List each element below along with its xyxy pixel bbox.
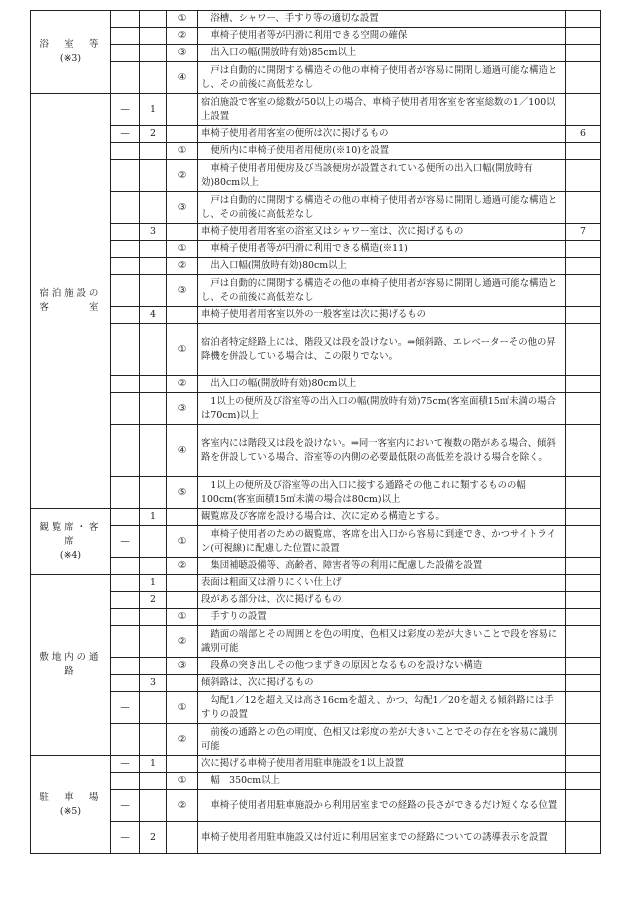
item-number <box>140 376 167 393</box>
sub-item-number: ③ <box>167 45 198 62</box>
sub-item-number: ① <box>167 773 198 790</box>
requirement-text: 戸は自動的に開閉する構造その他の車椅子使用者が容易に開閉し通過可能な構造とし、その前後に高低差なし <box>198 62 566 94</box>
sub-item-number: ② <box>167 160 198 192</box>
table-row <box>31 526 601 558</box>
item-number: 3 <box>140 675 167 692</box>
category-cell <box>31 11 111 94</box>
category-note: (※4) <box>59 549 82 561</box>
item-number <box>140 526 167 558</box>
requirement-text: 1以上の便所及び浴室等の出入口に接する通路その他これに類するものの幅100cm(客室面積15㎡未満の場合は80cm)以上 <box>198 477 566 509</box>
sub-item-number <box>167 307 198 324</box>
table-row <box>31 28 601 45</box>
sub-item-number: ② <box>167 724 198 756</box>
dash-cell <box>111 477 140 509</box>
requirement-text: 車椅子使用者用便房及び当該便房が設置されている便所の出入口幅(開放時有効)80cm以上 <box>198 160 566 192</box>
dash-cell <box>111 724 140 756</box>
item-number <box>140 45 167 62</box>
requirement-text: 表面は粗面又は滑りにくい仕上げ <box>198 575 566 592</box>
dash-cell <box>111 241 140 258</box>
category-note: (※3) <box>59 53 82 64</box>
reference-cell <box>566 509 601 526</box>
requirement-text: 宿泊者特定経路上には、階段又は段を設けない。⇒傾斜路、エレベーターその他の昇降機を併設している場合は、この限りでない。 <box>198 324 566 376</box>
item-number <box>140 28 167 45</box>
dash-cell <box>111 45 140 62</box>
requirement-text: 宿泊施設で客室の総数が50以上の場合、車椅子使用者用客室を客室総数の1／100以上設置 <box>198 94 566 126</box>
requirement-text: 前後の通路との色の明度、色相又は彩度の差が大きいことでその存在を容易に識別可能 <box>198 724 566 756</box>
sub-item-number: ④ <box>167 425 198 477</box>
reference-cell <box>566 143 601 160</box>
reference-cell <box>566 425 601 477</box>
item-number: 1 <box>140 509 167 526</box>
sub-item-number: ③ <box>167 192 198 224</box>
dash-cell <box>111 773 140 790</box>
sub-item-number: ② <box>167 790 198 822</box>
item-number: 2 <box>140 126 167 143</box>
table-row <box>31 307 601 324</box>
item-number <box>140 143 167 160</box>
table-row <box>31 94 601 126</box>
reference-cell <box>566 192 601 224</box>
table-row <box>31 425 601 477</box>
sub-item-number: ③ <box>167 393 198 425</box>
reference-cell <box>566 773 601 790</box>
dash-cell <box>111 675 140 692</box>
sub-item-number: ② <box>167 626 198 658</box>
table-row <box>31 241 601 258</box>
reference-cell <box>566 592 601 609</box>
reference-cell <box>566 575 601 592</box>
requirement-text: 出入口の幅(開放時有効)80cm以上 <box>198 376 566 393</box>
requirement-text: 手すりの設置 <box>198 609 566 626</box>
dash-cell: — <box>111 692 140 724</box>
item-number: 1 <box>140 575 167 592</box>
reference-cell <box>566 376 601 393</box>
sub-item-number: ③ <box>167 275 198 307</box>
reference-cell: 6 <box>566 126 601 143</box>
category-cell <box>31 756 111 854</box>
sub-item-number: ① <box>167 324 198 376</box>
table-row <box>31 626 601 658</box>
sub-item-number <box>167 509 198 526</box>
sub-item-number <box>167 675 198 692</box>
item-number <box>140 192 167 224</box>
reference-cell <box>566 626 601 658</box>
category-label: 駐 車 場 <box>39 791 102 803</box>
requirement-text: 車椅子使用者用駐車施設又は付近に利用居室までの経路についての誘導表示を設置 <box>198 822 566 854</box>
reference-cell <box>566 11 601 28</box>
category-cell <box>31 94 111 509</box>
sub-item-number: ③ <box>167 658 198 675</box>
dash-cell <box>111 626 140 658</box>
dash-cell <box>111 307 140 324</box>
requirement-text: 勾配1／12を超え又は高さ16cmを超え、かつ、勾配1／20を超える傾斜路には手すりの設置 <box>198 692 566 724</box>
reference-cell <box>566 258 601 275</box>
reference-cell <box>566 756 601 773</box>
table-row <box>31 143 601 160</box>
dash-cell <box>111 62 140 94</box>
requirement-text: 集団補聴設備等、高齢者、障害者等の利用に配慮した設備を設置 <box>198 558 566 575</box>
requirement-text: 幅 350cm以上 <box>198 773 566 790</box>
requirement-text: 出入口幅(開放時有効)80cm以上 <box>198 258 566 275</box>
sub-item-number: ① <box>167 143 198 160</box>
item-number <box>140 724 167 756</box>
item-number: 2 <box>140 822 167 854</box>
sub-item-number <box>167 592 198 609</box>
reference-cell <box>566 28 601 45</box>
category-label: 敷地内の通路 <box>39 652 102 677</box>
category-label: 観覧席・客席 <box>39 521 102 547</box>
requirement-text: 戸は自動的に開閉する構造その他の車椅子使用者が容易に開閉し通過可能な構造とし、その前後に高低差なし <box>198 275 566 307</box>
item-number <box>140 477 167 509</box>
item-number <box>140 62 167 94</box>
reference-cell <box>566 324 601 376</box>
reference-cell <box>566 692 601 724</box>
dash-cell: — <box>111 94 140 126</box>
sub-item-number <box>167 94 198 126</box>
table-row <box>31 477 601 509</box>
requirement-text: 戸は自動的に開閉する構造その他の車椅子使用者が容易に開閉し通過可能な構造とし、その前後に高低差なし <box>198 192 566 224</box>
item-number <box>140 241 167 258</box>
item-number: 1 <box>140 756 167 773</box>
item-number <box>140 160 167 192</box>
item-number: 1 <box>140 94 167 126</box>
requirement-text: 1以上の便所及び浴室等の出入口の幅(開放時有効)75cm(客室面積15㎡未満の場合は70cm)以上 <box>198 393 566 425</box>
requirement-text: 次に掲げる車椅子使用者用駐車施設を1以上設置 <box>198 756 566 773</box>
category-cell <box>31 575 111 756</box>
item-number: 3 <box>140 224 167 241</box>
reference-cell <box>566 822 601 854</box>
item-number <box>140 324 167 376</box>
table-row <box>31 592 601 609</box>
sub-item-number: ② <box>167 258 198 275</box>
reference-cell <box>566 724 601 756</box>
reference-cell <box>566 275 601 307</box>
table-row <box>31 376 601 393</box>
dash-cell <box>111 376 140 393</box>
dash-cell <box>111 558 140 575</box>
category-cell <box>31 509 111 575</box>
requirement-text: 出入口の幅(開放時有効)85cm以上 <box>198 45 566 62</box>
dash-cell: — <box>111 526 140 558</box>
category-label: 宿泊施設の客 室 <box>39 288 102 313</box>
sub-item-number: ① <box>167 11 198 28</box>
table-row <box>31 692 601 724</box>
dash-cell <box>111 160 140 192</box>
dash-cell <box>111 324 140 376</box>
dash-cell <box>111 11 140 28</box>
item-number <box>140 609 167 626</box>
requirement-text: 傾斜路は、次に掲げるもの <box>198 675 566 692</box>
dash-cell <box>111 575 140 592</box>
sub-item-number: ⑤ <box>167 477 198 509</box>
dash-cell <box>111 275 140 307</box>
table-row <box>31 724 601 756</box>
requirement-text: 車椅子使用者のための観覧席、客席を出入口から容易に到達でき、かつサイトライン(可視線)に配慮した位置に設置 <box>198 526 566 558</box>
item-number <box>140 658 167 675</box>
dash-cell <box>111 425 140 477</box>
dash-cell <box>111 592 140 609</box>
table-row <box>31 11 601 28</box>
category-label: 浴 室 等 <box>39 39 102 50</box>
table-row <box>31 756 601 773</box>
sub-item-number <box>167 126 198 143</box>
dash-cell <box>111 192 140 224</box>
sub-item-number: ② <box>167 558 198 575</box>
reference-cell <box>566 160 601 192</box>
dash-cell <box>111 224 140 241</box>
reference-cell <box>566 45 601 62</box>
sub-item-number: ① <box>167 241 198 258</box>
requirement-text: 段がある部分は、次に掲げるもの <box>198 592 566 609</box>
requirement-text: 客室内には階段又は段を設けない。⇒同一客室内において複数の階がある場合、傾斜路を併設している場合、浴室等の内側の必要最低限の高低差を設ける場合を除く。 <box>198 425 566 477</box>
reference-cell <box>566 62 601 94</box>
item-number <box>140 790 167 822</box>
item-number <box>140 558 167 575</box>
table-row <box>31 258 601 275</box>
item-number <box>140 773 167 790</box>
reference-cell <box>566 307 601 324</box>
item-number <box>140 626 167 658</box>
table-row <box>31 192 601 224</box>
dash-cell <box>111 658 140 675</box>
requirement-text: 車椅子使用者用客室以外の一般客室は次に掲げるもの <box>198 307 566 324</box>
requirement-text: 車椅子使用者等が円滑に利用できる空間の確保 <box>198 28 566 45</box>
table-row <box>31 126 601 143</box>
item-number <box>140 275 167 307</box>
reference-cell: 7 <box>566 224 601 241</box>
sub-item-number <box>167 224 198 241</box>
requirement-text: 車椅子使用者等が円滑に利用できる構造(※11) <box>198 241 566 258</box>
reference-cell <box>566 609 601 626</box>
reference-cell <box>566 526 601 558</box>
sub-item-number <box>167 575 198 592</box>
sub-item-number: ① <box>167 692 198 724</box>
dash-cell <box>111 509 140 526</box>
item-number: 4 <box>140 307 167 324</box>
reference-cell <box>566 477 601 509</box>
dash-cell: — <box>111 756 140 773</box>
dash-cell: — <box>111 126 140 143</box>
dash-cell <box>111 258 140 275</box>
item-number <box>140 692 167 724</box>
item-number <box>140 11 167 28</box>
item-number <box>140 425 167 477</box>
requirement-text: 踏面の端部とその周囲とを色の明度、色相又は彩度の差が大きいことで段を容易に識別可能 <box>198 626 566 658</box>
table-row <box>31 609 601 626</box>
table-row <box>31 658 601 675</box>
table-row <box>31 45 601 62</box>
reference-cell <box>566 241 601 258</box>
item-number <box>140 393 167 425</box>
table-row <box>31 62 601 94</box>
table-row <box>31 575 601 592</box>
table-row <box>31 773 601 790</box>
table-row <box>31 558 601 575</box>
sub-item-number: ④ <box>167 62 198 94</box>
sub-item-number: ② <box>167 376 198 393</box>
table-row <box>31 160 601 192</box>
sub-item-number: ② <box>167 28 198 45</box>
requirement-text: 段鼻の突き出しその他つまずきの原因となるものを設けない構造 <box>198 658 566 675</box>
requirement-text: 車椅子使用者用駐車施設から利用居室までの経路の長さができるだけ短くなる位置 <box>198 790 566 822</box>
requirements-table <box>30 10 601 854</box>
dash-cell: — <box>111 822 140 854</box>
requirement-text: 便所内に車椅子使用者用便房(※10)を設置 <box>198 143 566 160</box>
sub-item-number: ① <box>167 609 198 626</box>
sub-item-number: ① <box>167 526 198 558</box>
sub-item-number <box>167 822 198 854</box>
dash-cell <box>111 28 140 45</box>
requirement-text: 観覧席及び客席を設ける場合は、次に定める構造とする。 <box>198 509 566 526</box>
category-note: (※5) <box>59 805 82 817</box>
requirement-text: 浴槽、シャワー、手すり等の適切な設置 <box>198 11 566 28</box>
reference-cell <box>566 94 601 126</box>
item-number <box>140 258 167 275</box>
table-row <box>31 790 601 822</box>
requirement-text: 車椅子使用者用客室の便所は次に掲げるもの <box>198 126 566 143</box>
reference-cell <box>566 558 601 575</box>
reference-cell <box>566 393 601 425</box>
table-row <box>31 275 601 307</box>
sub-item-number <box>167 756 198 773</box>
dash-cell <box>111 143 140 160</box>
reference-cell <box>566 675 601 692</box>
reference-cell <box>566 658 601 675</box>
requirement-text: 車椅子使用者用客室の浴室又はシャワー室は、次に掲げるもの <box>198 224 566 241</box>
dash-cell <box>111 609 140 626</box>
table-row <box>31 509 601 526</box>
table-row <box>31 675 601 692</box>
dash-cell: — <box>111 790 140 822</box>
dash-cell <box>111 393 140 425</box>
reference-cell <box>566 790 601 822</box>
table-row <box>31 393 601 425</box>
table-row <box>31 224 601 241</box>
table-row <box>31 324 601 376</box>
item-number: 2 <box>140 592 167 609</box>
table-row <box>31 822 601 854</box>
